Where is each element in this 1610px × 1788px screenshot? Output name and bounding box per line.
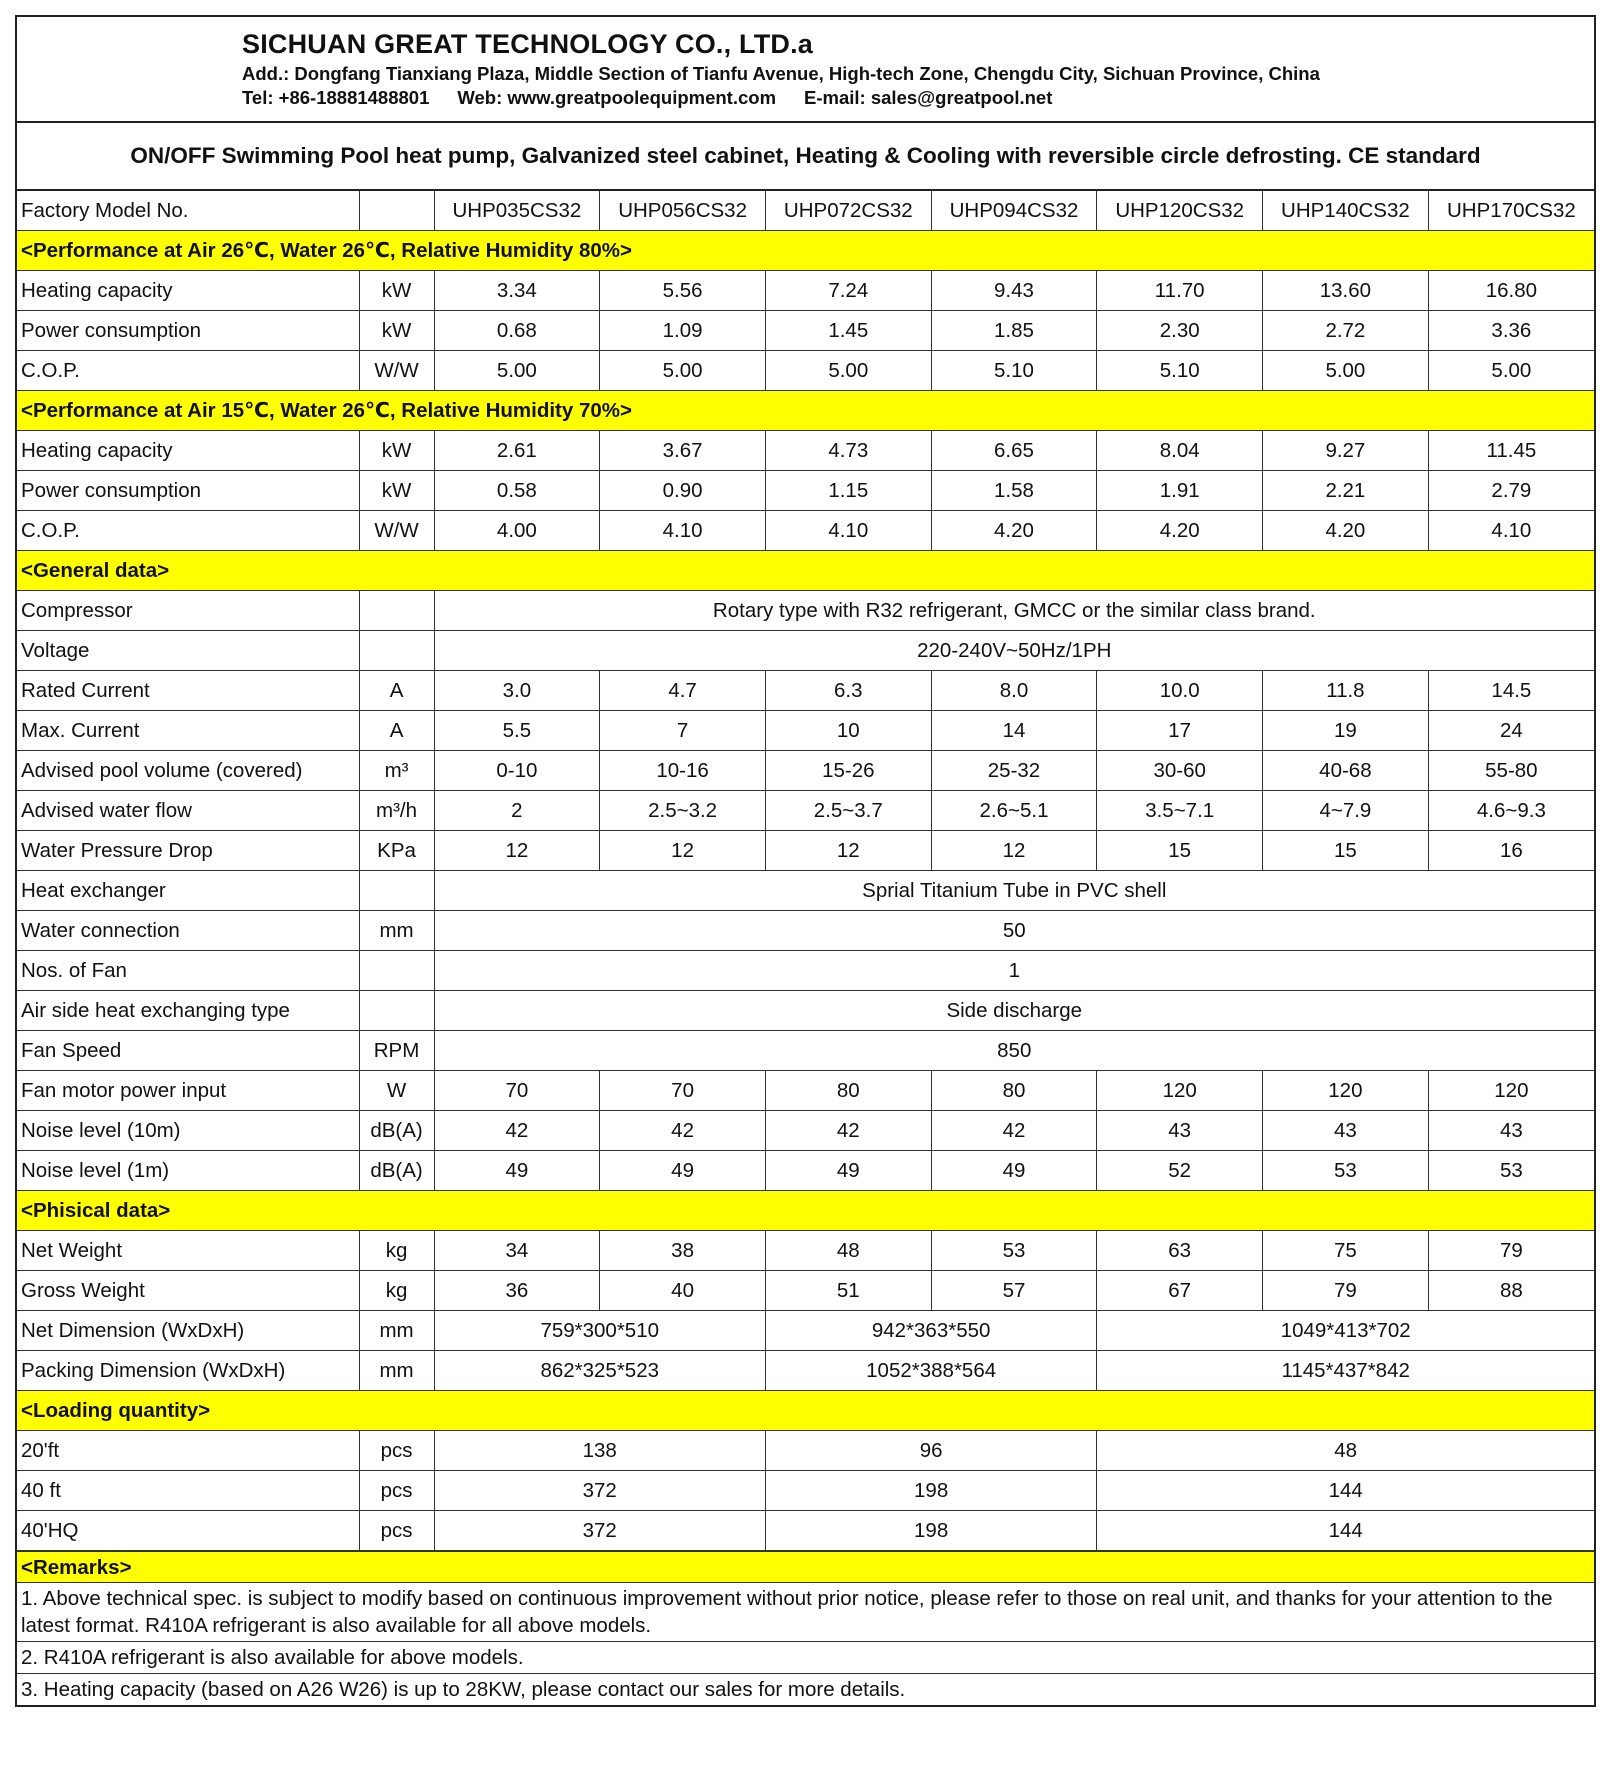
table-row xyxy=(17,1351,1594,1391)
value-cell: 144 xyxy=(1097,1511,1594,1551)
table-row xyxy=(17,1471,1594,1511)
remarks-header-row xyxy=(17,1552,1594,1583)
section-header-row xyxy=(17,1391,1594,1431)
model-cell: UHP140CS32 xyxy=(1263,191,1429,231)
section-header-row xyxy=(17,1191,1594,1231)
value-cell: 19 xyxy=(1263,711,1429,751)
table-row xyxy=(17,951,1594,991)
value-cell: 53 xyxy=(931,1231,1097,1271)
table-row xyxy=(17,911,1594,951)
value-cell: 10 xyxy=(765,711,931,751)
value-cell: 36 xyxy=(434,1271,600,1311)
table-row xyxy=(17,751,1594,791)
value-cell: 14 xyxy=(931,711,1097,751)
row-unit: m³ xyxy=(359,751,434,791)
row-unit xyxy=(359,631,434,671)
row-unit: A xyxy=(359,711,434,751)
value-cell: 43 xyxy=(1428,1111,1594,1151)
row-label: Heating capacity xyxy=(17,271,359,311)
table-row xyxy=(17,1431,1594,1471)
row-unit xyxy=(359,951,434,991)
row-label: Gross Weight xyxy=(17,1271,359,1311)
value-cell: 4.6~9.3 xyxy=(1428,791,1594,831)
section-header-row xyxy=(17,231,1594,271)
value-cell: 14.5 xyxy=(1428,671,1594,711)
value-cell: 5.00 xyxy=(1263,351,1429,391)
value-cell: 4.20 xyxy=(1097,511,1263,551)
value-cell: 5.5 xyxy=(434,711,600,751)
value-cell: 96 xyxy=(765,1431,1096,1471)
value-cell: 1.09 xyxy=(600,311,766,351)
value-cell: 0.58 xyxy=(434,471,600,511)
row-label: Power consumption xyxy=(17,311,359,351)
value-cell: 75 xyxy=(1263,1231,1429,1271)
table-row xyxy=(17,871,1594,911)
table-row xyxy=(17,591,1594,631)
row-label: 40'HQ xyxy=(17,1511,359,1551)
row-unit xyxy=(359,991,434,1031)
value-cell: 0.68 xyxy=(434,311,600,351)
value-cell: 25-32 xyxy=(931,751,1097,791)
row-unit: KPa xyxy=(359,831,434,871)
section-title: <Loading quantity> xyxy=(17,1391,1594,1431)
value-cell: 1.58 xyxy=(931,471,1097,511)
model-label-cell: Factory Model No. xyxy=(17,191,359,231)
value-cell: 48 xyxy=(1097,1431,1594,1471)
company-tel: Tel: +86-18881488801 xyxy=(242,87,430,108)
value-cell: 372 xyxy=(434,1511,765,1551)
value-cell: 4.10 xyxy=(765,511,931,551)
value-cell: 120 xyxy=(1263,1071,1429,1111)
model-cell: UHP170CS32 xyxy=(1428,191,1594,231)
value-cell: 80 xyxy=(931,1071,1097,1111)
row-label: Heating capacity xyxy=(17,431,359,471)
value-cell: Rotary type with R32 refrigerant, GMCC or the similar class brand. xyxy=(434,591,1594,631)
table-row xyxy=(17,991,1594,1031)
row-unit: dB(A) xyxy=(359,1151,434,1191)
row-unit: m³/h xyxy=(359,791,434,831)
value-cell: 6.3 xyxy=(765,671,931,711)
row-label: Heat exchanger xyxy=(17,871,359,911)
value-cell: 50 xyxy=(434,911,1594,951)
value-cell: 88 xyxy=(1428,1271,1594,1311)
table-row xyxy=(17,631,1594,671)
table-row xyxy=(17,351,1594,391)
value-cell: 80 xyxy=(765,1071,931,1111)
row-unit: RPM xyxy=(359,1031,434,1071)
value-cell: 43 xyxy=(1263,1111,1429,1151)
value-cell: 1.15 xyxy=(765,471,931,511)
value-cell: 12 xyxy=(600,831,766,871)
row-unit: kg xyxy=(359,1271,434,1311)
spec-sheet xyxy=(15,15,1596,1707)
table-row xyxy=(17,831,1594,871)
value-cell: 138 xyxy=(434,1431,765,1471)
remarks-title: <Remarks> xyxy=(17,1552,1594,1583)
value-cell: 5.00 xyxy=(1428,351,1594,391)
value-cell: Sprial Titanium Tube in PVC shell xyxy=(434,871,1594,911)
value-cell: 5.10 xyxy=(931,351,1097,391)
value-cell: 40 xyxy=(600,1271,766,1311)
value-cell: 48 xyxy=(765,1231,931,1271)
value-cell: 7.24 xyxy=(765,271,931,311)
value-cell: 120 xyxy=(1097,1071,1263,1111)
row-label: C.O.P. xyxy=(17,351,359,391)
value-cell: 1 xyxy=(434,951,1594,991)
value-cell: 43 xyxy=(1097,1111,1263,1151)
value-cell: 52 xyxy=(1097,1151,1263,1191)
row-label: Power consumption xyxy=(17,471,359,511)
value-cell: 2.21 xyxy=(1263,471,1429,511)
model-cell: UHP056CS32 xyxy=(600,191,766,231)
row-label: Advised pool volume (covered) xyxy=(17,751,359,791)
row-label: Noise level (10m) xyxy=(17,1111,359,1151)
table-row xyxy=(17,671,1594,711)
value-cell: 40-68 xyxy=(1263,751,1429,791)
value-cell: 11.45 xyxy=(1428,431,1594,471)
row-label: C.O.P. xyxy=(17,511,359,551)
row-label: Net Dimension (WxDxH) xyxy=(17,1311,359,1351)
value-cell: 10.0 xyxy=(1097,671,1263,711)
value-cell: 1052*388*564 xyxy=(765,1351,1096,1391)
row-label: Voltage xyxy=(17,631,359,671)
value-cell: 1.85 xyxy=(931,311,1097,351)
value-cell: 198 xyxy=(765,1471,1096,1511)
value-cell: 12 xyxy=(765,831,931,871)
value-cell: 220-240V~50Hz/1PH xyxy=(434,631,1594,671)
table-row xyxy=(17,1311,1594,1351)
row-unit: W/W xyxy=(359,351,434,391)
row-unit: pcs xyxy=(359,1431,434,1471)
value-cell: 34 xyxy=(434,1231,600,1271)
row-label: Packing Dimension (WxDxH) xyxy=(17,1351,359,1391)
row-unit: kW xyxy=(359,271,434,311)
value-cell: 1.91 xyxy=(1097,471,1263,511)
value-cell: 17 xyxy=(1097,711,1263,751)
row-label: Noise level (1m) xyxy=(17,1151,359,1191)
company-name: SICHUAN GREAT TECHNOLOGY CO., LTD.a xyxy=(242,29,814,59)
section-title: <General data> xyxy=(17,551,1594,591)
value-cell: 5.00 xyxy=(765,351,931,391)
value-cell: 13.60 xyxy=(1263,271,1429,311)
row-label: 40 ft xyxy=(17,1471,359,1511)
section-title: <Performance at Air 26℃, Water 26℃, Relative Humidity 80%> xyxy=(17,231,1594,271)
value-cell: 49 xyxy=(600,1151,766,1191)
value-cell: 3.34 xyxy=(434,271,600,311)
remark-text: 3. Heating capacity (based on A26 W26) is up to 28KW, please contact our sales for more details. xyxy=(17,1674,1594,1706)
value-cell: 70 xyxy=(600,1071,766,1111)
value-cell: 42 xyxy=(600,1111,766,1151)
value-cell: 12 xyxy=(931,831,1097,871)
company-address: Add.: Dongfang Tianxiang Plaza, Middle Section of Tianfu Avenue, High-tech Zone, Chengdu City, Sichuan Province, China xyxy=(242,63,1320,84)
value-cell: 63 xyxy=(1097,1231,1263,1271)
value-cell: 5.00 xyxy=(434,351,600,391)
unit-cell xyxy=(359,191,434,231)
value-cell: 4.20 xyxy=(931,511,1097,551)
row-unit: kW xyxy=(359,431,434,471)
value-cell: 2.72 xyxy=(1263,311,1429,351)
value-cell: 53 xyxy=(1428,1151,1594,1191)
value-cell: 53 xyxy=(1263,1151,1429,1191)
value-cell: 4.10 xyxy=(600,511,766,551)
remark-row xyxy=(17,1642,1594,1674)
table-row xyxy=(17,1071,1594,1111)
table-row xyxy=(17,711,1594,751)
value-cell: 38 xyxy=(600,1231,766,1271)
value-cell: 2.30 xyxy=(1097,311,1263,351)
value-cell: 1.45 xyxy=(765,311,931,351)
value-cell: 4~7.9 xyxy=(1263,791,1429,831)
model-cell: UHP120CS32 xyxy=(1097,191,1263,231)
table-row xyxy=(17,1111,1594,1151)
table-row xyxy=(17,431,1594,471)
row-unit: kg xyxy=(359,1231,434,1271)
value-cell: 5.00 xyxy=(600,351,766,391)
value-cell: 4.20 xyxy=(1263,511,1429,551)
row-label: Compressor xyxy=(17,591,359,631)
value-cell: 49 xyxy=(434,1151,600,1191)
company-web: Web: www.greatpoolequipment.com xyxy=(457,87,777,108)
company-contacts xyxy=(242,87,1080,109)
remarks-table xyxy=(17,1551,1594,1705)
value-cell: 2 xyxy=(434,791,600,831)
remark-text: 2. R410A refrigerant is also available for above models. xyxy=(17,1642,1594,1674)
value-cell: 5.56 xyxy=(600,271,766,311)
row-unit: W xyxy=(359,1071,434,1111)
row-unit: A xyxy=(359,671,434,711)
row-label: Max. Current xyxy=(17,711,359,751)
value-cell: 49 xyxy=(765,1151,931,1191)
value-cell: 42 xyxy=(931,1111,1097,1151)
table-row xyxy=(17,1031,1594,1071)
value-cell: 4.73 xyxy=(765,431,931,471)
table-row xyxy=(17,511,1594,551)
value-cell: 0-10 xyxy=(434,751,600,791)
row-unit: kW xyxy=(359,471,434,511)
value-cell: 2.79 xyxy=(1428,471,1594,511)
value-cell: 79 xyxy=(1263,1271,1429,1311)
table-row xyxy=(17,1231,1594,1271)
value-cell: 12 xyxy=(434,831,600,871)
value-cell: 3.5~7.1 xyxy=(1097,791,1263,831)
row-unit xyxy=(359,591,434,631)
row-label: Net Weight xyxy=(17,1231,359,1271)
section-header-row xyxy=(17,551,1594,591)
remark-row xyxy=(17,1674,1594,1706)
row-unit: pcs xyxy=(359,1511,434,1551)
row-label: Rated Current xyxy=(17,671,359,711)
value-cell: 16.80 xyxy=(1428,271,1594,311)
value-cell: Side discharge xyxy=(434,991,1594,1031)
row-unit: mm xyxy=(359,1351,434,1391)
remark-row xyxy=(17,1583,1594,1642)
row-label: Water connection xyxy=(17,911,359,951)
table-row xyxy=(17,471,1594,511)
row-unit: mm xyxy=(359,1311,434,1351)
row-unit: dB(A) xyxy=(359,1111,434,1151)
value-cell: 9.43 xyxy=(931,271,1097,311)
value-cell: 11.8 xyxy=(1263,671,1429,711)
row-label: Air side heat exchanging type xyxy=(17,991,359,1031)
table-row xyxy=(17,791,1594,831)
value-cell: 942*363*550 xyxy=(765,1311,1096,1351)
row-label: Advised water flow xyxy=(17,791,359,831)
value-cell: 15-26 xyxy=(765,751,931,791)
value-cell: 51 xyxy=(765,1271,931,1311)
value-cell: 372 xyxy=(434,1471,765,1511)
value-cell: 120 xyxy=(1428,1071,1594,1111)
section-title: <Phisical data> xyxy=(17,1191,1594,1231)
value-cell: 9.27 xyxy=(1263,431,1429,471)
company-email: E-mail: sales@greatpool.net xyxy=(804,87,1053,108)
model-cell: UHP035CS32 xyxy=(434,191,600,231)
value-cell: 0.90 xyxy=(600,471,766,511)
value-cell: 4.7 xyxy=(600,671,766,711)
value-cell: 16 xyxy=(1428,831,1594,871)
value-cell: 2.5~3.7 xyxy=(765,791,931,831)
value-cell: 7 xyxy=(600,711,766,751)
model-cell: UHP072CS32 xyxy=(765,191,931,231)
table-row xyxy=(17,1511,1594,1551)
value-cell: 55-80 xyxy=(1428,751,1594,791)
value-cell: 10-16 xyxy=(600,751,766,791)
remark-text: 1. Above technical spec. is subject to modify based on continuous improvement without prior notice, please refer to those on real unit, and thanks for your attention to the latest format. R410A refrigerant is also available for all above models. xyxy=(17,1583,1594,1642)
spec-table xyxy=(17,191,1594,1551)
sheet-title: ON/OFF Swimming Pool heat pump, Galvanized steel cabinet, Heating & Cooling with reversible circle defrosting. CE standard xyxy=(17,123,1594,191)
value-cell: 8.0 xyxy=(931,671,1097,711)
value-cell: 15 xyxy=(1263,831,1429,871)
company-header xyxy=(17,17,1594,123)
section-title: <Performance at Air 15℃, Water 26℃, Relative Humidity 70%> xyxy=(17,391,1594,431)
row-unit: W/W xyxy=(359,511,434,551)
value-cell: 79 xyxy=(1428,1231,1594,1271)
row-label: Fan motor power input xyxy=(17,1071,359,1111)
value-cell: 1145*437*842 xyxy=(1097,1351,1594,1391)
row-label: 20'ft xyxy=(17,1431,359,1471)
value-cell: 24 xyxy=(1428,711,1594,751)
value-cell: 198 xyxy=(765,1511,1096,1551)
value-cell: 2.6~5.1 xyxy=(931,791,1097,831)
table-row xyxy=(17,311,1594,351)
row-unit xyxy=(359,871,434,911)
value-cell: 11.70 xyxy=(1097,271,1263,311)
value-cell: 15 xyxy=(1097,831,1263,871)
value-cell: 8.04 xyxy=(1097,431,1263,471)
value-cell: 70 xyxy=(434,1071,600,1111)
section-header-row xyxy=(17,391,1594,431)
table-row xyxy=(17,1271,1594,1311)
row-unit: kW xyxy=(359,311,434,351)
value-cell: 6.65 xyxy=(931,431,1097,471)
value-cell: 3.67 xyxy=(600,431,766,471)
model-cell: UHP094CS32 xyxy=(931,191,1097,231)
value-cell: 57 xyxy=(931,1271,1097,1311)
row-unit: mm xyxy=(359,911,434,951)
row-label: Water Pressure Drop xyxy=(17,831,359,871)
value-cell: 4.00 xyxy=(434,511,600,551)
row-unit: pcs xyxy=(359,1471,434,1511)
value-cell: 759*300*510 xyxy=(434,1311,765,1351)
value-cell: 42 xyxy=(434,1111,600,1151)
value-cell: 2.61 xyxy=(434,431,600,471)
value-cell: 49 xyxy=(931,1151,1097,1191)
row-label: Fan Speed xyxy=(17,1031,359,1071)
value-cell: 42 xyxy=(765,1111,931,1151)
row-label: Nos. of Fan xyxy=(17,951,359,991)
table-row xyxy=(17,271,1594,311)
model-header-row xyxy=(17,191,1594,231)
value-cell: 850 xyxy=(434,1031,1594,1071)
value-cell: 4.10 xyxy=(1428,511,1594,551)
value-cell: 144 xyxy=(1097,1471,1594,1511)
value-cell: 1049*413*702 xyxy=(1097,1311,1594,1351)
value-cell: 30-60 xyxy=(1097,751,1263,791)
value-cell: 3.0 xyxy=(434,671,600,711)
value-cell: 3.36 xyxy=(1428,311,1594,351)
value-cell: 67 xyxy=(1097,1271,1263,1311)
value-cell: 862*325*523 xyxy=(434,1351,765,1391)
value-cell: 2.5~3.2 xyxy=(600,791,766,831)
table-row xyxy=(17,1151,1594,1191)
value-cell: 5.10 xyxy=(1097,351,1263,391)
